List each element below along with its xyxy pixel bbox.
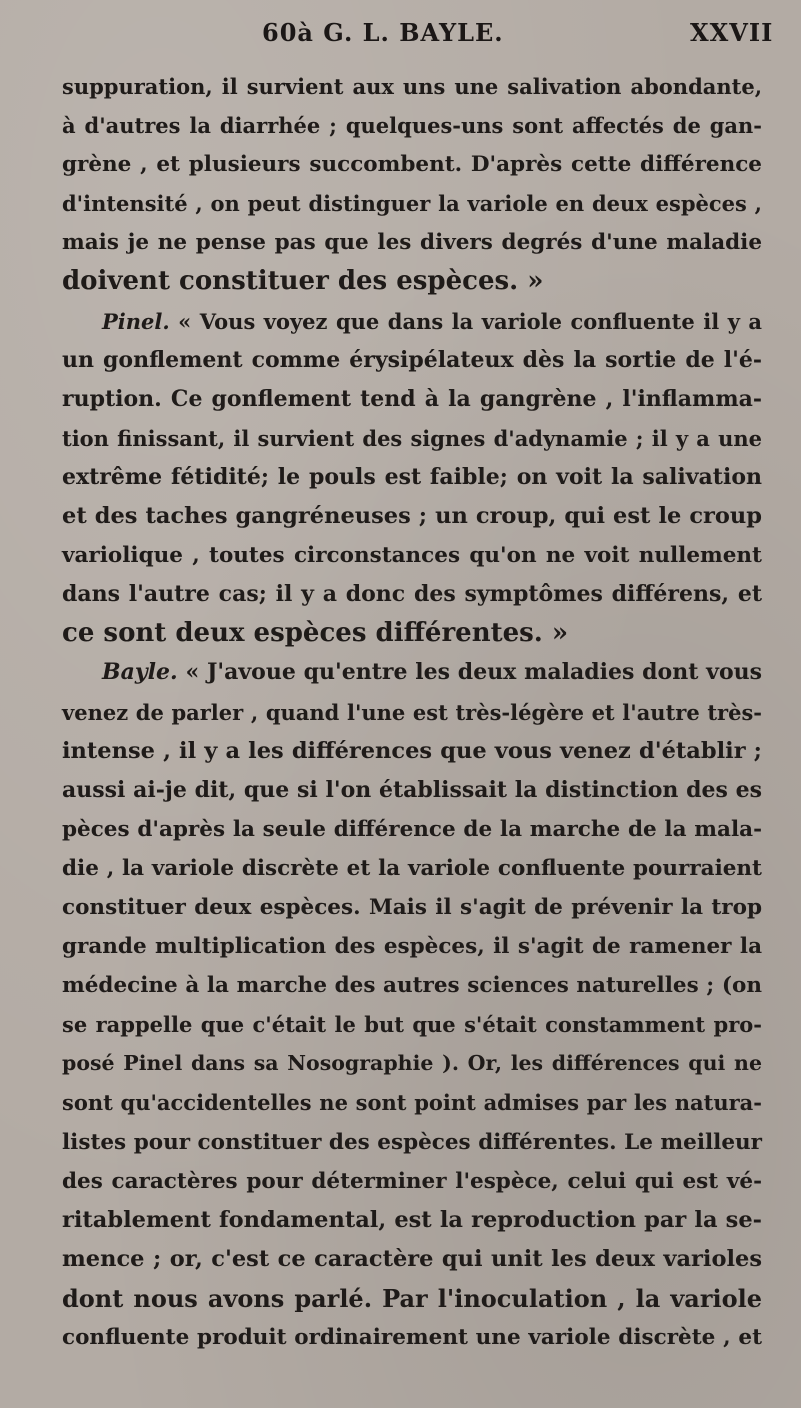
line-text: mence ; or, c'est ce caractère qui unit les deux varioles [62, 1245, 762, 1272]
line-text: un gonflement comme érysipélateux dès la sortie de l'é- [62, 346, 762, 373]
line-text: des caractères pour déterminer l'espèce, celui qui est vé- [62, 1168, 762, 1194]
text-line [62, 223, 762, 262]
speaker-name: Bayle. [102, 659, 178, 686]
text-line [62, 1240, 762, 1279]
running-head: 60à G. L. BAYLE. [262, 18, 504, 47]
text-line [62, 497, 762, 536]
text-line [62, 106, 762, 145]
line-text: ce sont deux espèces différentes. » [62, 618, 569, 649]
text-line [62, 575, 762, 614]
line-text: se rappelle que c'était le but que s'était constamment pro- [62, 1012, 762, 1038]
line-text: variolique , toutes circonstances qu'on ne voit nullement [62, 543, 762, 569]
line-text: intense , il y a les différences que vous venez d'établir ; [62, 737, 762, 764]
text-line [62, 1044, 762, 1083]
line-text: dans l'autre cas; il y a donc des symptômes différens, et [62, 581, 762, 608]
text-line [62, 1279, 762, 1318]
line-text: ritablement fondamental, est la reproduction par la se- [62, 1206, 762, 1233]
page-number: XXVII [690, 18, 774, 47]
text-line [62, 67, 762, 106]
line-text: mais je ne pense pas que les divers degrés d'une maladie [62, 230, 762, 256]
text-line [62, 145, 762, 184]
line-text: constituer deux espèces. Mais il s'agit de prévenir la trop [62, 894, 762, 920]
body-text [62, 67, 762, 1357]
text-line [62, 1083, 762, 1122]
text-line [62, 1123, 762, 1162]
text-line [62, 888, 762, 927]
line-text: tion finissant, il survient des signes d'adynamie ; il y a une [62, 425, 762, 451]
text-line [62, 614, 762, 653]
line-text: venez de parler , quand l'une est très-légère et l'autre très- [62, 699, 762, 725]
text-line [62, 771, 762, 810]
text-line [62, 732, 762, 771]
line-text: listes pour constituer des espèces différentes. Le meilleur [62, 1129, 762, 1155]
text-line [62, 341, 762, 380]
text-line [62, 536, 762, 575]
line-text: suppuration, il survient aux uns une salivation abondante, [62, 74, 762, 99]
line-text: d'intensité , on peut distinguer la variole en deux espèces , [62, 191, 762, 217]
text-line [62, 966, 762, 1005]
text-line [62, 262, 762, 301]
text-line [62, 1005, 762, 1044]
line-text: grène , et plusieurs succombent. D'après cette différence [62, 152, 762, 178]
text-line [62, 693, 762, 732]
line-text: « Vous voyez que dans la variole confluente il y a [169, 308, 762, 334]
line-text: grande multiplication des espèces, il s'agit de ramener la [62, 934, 762, 960]
line-text: extrême fétidité; le pouls est faible; on voit la salivation [62, 463, 762, 490]
text-line [62, 458, 762, 497]
text-line [102, 653, 762, 692]
text-line [62, 849, 762, 888]
line-text: médecine à la marche des autres sciences naturelles ; (on [62, 973, 762, 999]
line-text: die , la variole discrète et la variole confluente pourraient [62, 855, 762, 881]
text-line [62, 927, 762, 966]
line-text: ruption. Ce gonflement tend à la gangrène , l'inflamma- [62, 385, 762, 412]
text-line [62, 419, 762, 458]
line-text: posé Pinel dans sa Nosographie ). Or, les différences qui ne [62, 1051, 762, 1076]
line-text: sont qu'accidentelles ne sont point admises par les natura- [62, 1090, 762, 1116]
line-text: pèces d'après la seule différence de la marche de la mala- [62, 816, 762, 842]
text-line [62, 810, 762, 849]
line-text: dont nous avons parlé. Par l'inoculation , la variole [62, 1283, 762, 1313]
line-text: aussi ai-je dit, que si l'on établissait la distinction des es [62, 776, 762, 803]
text-line [62, 1318, 762, 1357]
speaker-name: Pinel. [102, 308, 170, 334]
text-line [102, 302, 762, 341]
line-text: à d'autres la diarrhée ; quelques-uns sont affectés de gan- [62, 113, 762, 139]
text-line [62, 1162, 762, 1201]
line-text: doivent constituer des espèces. » [62, 266, 544, 297]
line-text: confluente produit ordinairement une variole discrète , et [62, 1325, 762, 1350]
text-line [62, 1201, 762, 1240]
page-header [0, 18, 801, 54]
line-text: « J'avoue qu'entre les deux maladies dont vous [177, 659, 762, 686]
text-line [62, 380, 762, 419]
line-text: et des taches gangréneuses ; un croup, qui est le croup [62, 503, 762, 530]
text-line [62, 184, 762, 223]
